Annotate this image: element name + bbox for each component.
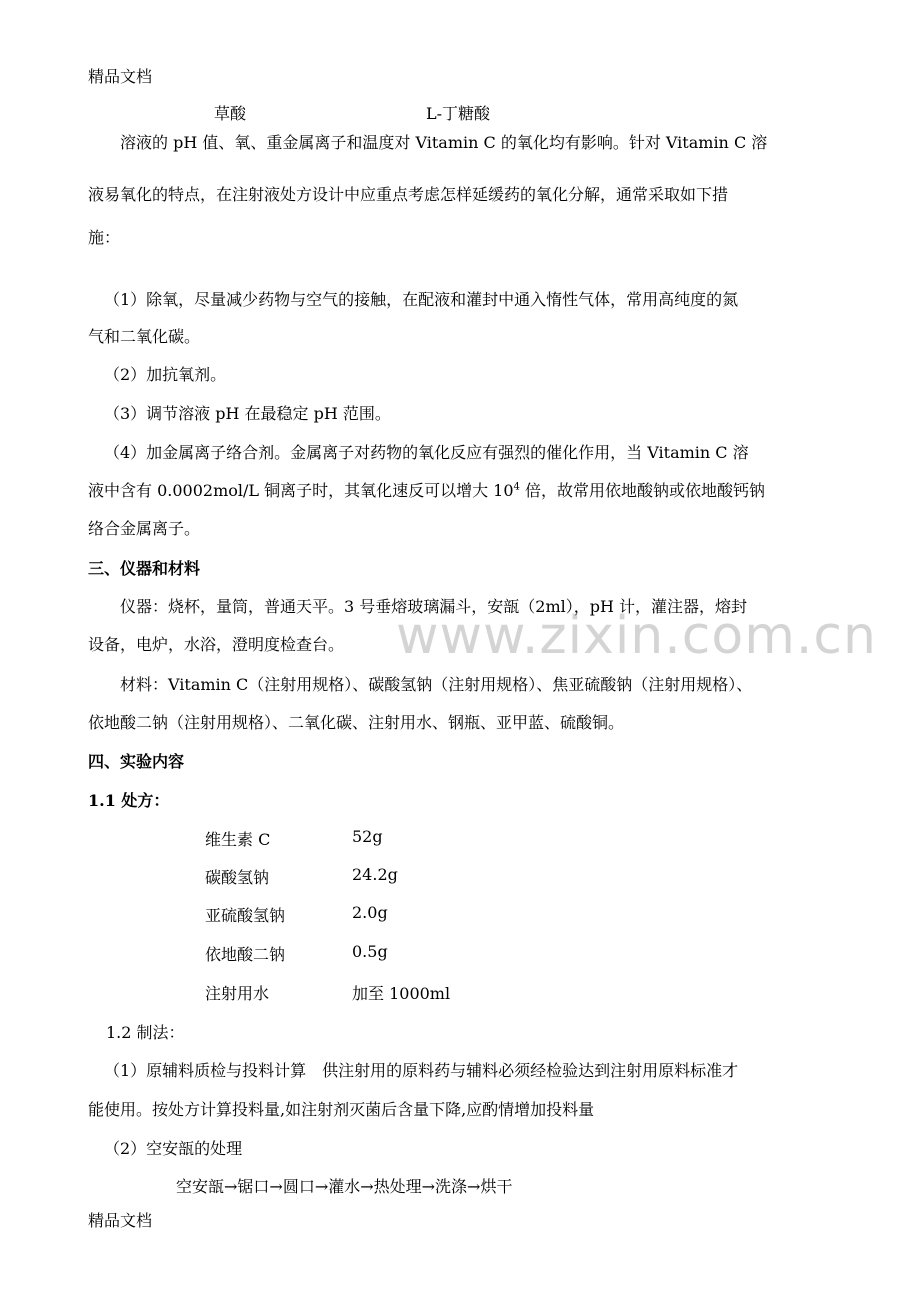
page-header: 精品文档	[88, 67, 153, 86]
label-threonic-acid: L-丁糖酸	[426, 104, 491, 123]
instruments-line-1: 仪器：烧杯，量筒，普通天平。3 号垂熔玻璃漏斗，安瓿（2ml），pH 计，灌注器，熔封	[120, 597, 748, 616]
instruments-line-2: 设备，电炉，水浴，澄明度检查台。	[88, 635, 345, 654]
ingredient-amount: 2.0g	[352, 903, 388, 922]
measure-4-exponent: 4	[513, 481, 520, 493]
measure-3: （3）调节溶液 pH 在最稳定 pH 范围。	[104, 404, 391, 423]
step-2: （2）空安瓿的处理	[104, 1139, 243, 1158]
measure-1-line-2: 气和二氧化碳。	[88, 327, 201, 346]
measure-4-line-2a: 液中含有 0.0002mol/L 铜离子时，其氧化速反可以增大 10	[88, 481, 514, 500]
page-footer: 精品文档	[88, 1211, 153, 1230]
step-1-line-1: （1）原辅料质检与投料计算 供注射用的原料药与辅料必须经检验达到注射用原料标准才	[104, 1061, 739, 1080]
intro-line-3: 施：	[88, 228, 121, 247]
measure-4-line-2	[88, 478, 765, 501]
step-1-line-2: 能使用。按处方计算投料量,如注射剂灭菌后含量下降,应酌情增加投料量	[88, 1100, 595, 1119]
intro-line-1: 溶液的 pH 值、氧、重金属离子和温度对 Vitamin C 的氧化均有影响。针对 Vitamin C 溶	[120, 133, 768, 152]
ingredient-amount: 加至 1000ml	[352, 984, 451, 1003]
subsection-1-2-title: 1.2 制法：	[106, 1023, 185, 1042]
ingredient-name: 维生素 C	[205, 830, 271, 849]
measure-1-line-1: （1）除氧，尽量减少药物与空气的接触，在配液和灌封中通入惰性气体，常用高纯度的氮	[104, 290, 739, 309]
ingredient-amount: 52g	[352, 827, 383, 846]
measure-4-line-1: （4）加金属离子络合剂。金属离子对药物的氧化反应有强烈的催化作用，当 Vitamin C 溶	[104, 443, 749, 462]
measure-2: （2）加抗氧剂。	[104, 365, 227, 384]
materials-line-2: 依地酸二钠（注射用规格）、二氧化碳、注射用水、钢瓶、亚甲蓝、硫酸铜。	[88, 713, 625, 732]
section-4-title: 四、实验内容	[88, 752, 185, 771]
section-3-title: 三、仪器和材料	[88, 559, 201, 578]
measure-4-line-2b: 倍，故常用依地酸钠或依地酸钙钠	[519, 481, 766, 500]
intro-line-2: 液易氧化的特点，在注射液处方设计中应重点考虑怎样延缓药的氧化分解，通常采取如下措	[88, 185, 729, 204]
subsection-1-1-title: 1.1 处方：	[88, 791, 170, 810]
ingredient-amount: 24.2g	[352, 865, 398, 884]
ingredient-name: 亚硫酸氢钠	[205, 906, 286, 925]
watermark: www.zixin.com.cn	[396, 606, 877, 666]
ingredient-name: 注射用水	[205, 984, 270, 1003]
process-flow: 空安瓿→锯口→圆口→灌水→热处理→洗涤→烘干	[176, 1177, 513, 1196]
materials-line-1: 材料：Vitamin C（注射用规格）、碳酸氢钠（注射用规格）、焦亚硫酸钠（注射用规格）、	[120, 675, 753, 694]
ingredient-amount: 0.5g	[352, 942, 388, 961]
label-oxalic-acid: 草酸	[214, 104, 247, 123]
ingredient-name: 碳酸氢钠	[205, 868, 270, 887]
ingredient-name: 依地酸二钠	[205, 945, 286, 964]
measure-4-line-3: 络合金属离子。	[88, 519, 201, 538]
